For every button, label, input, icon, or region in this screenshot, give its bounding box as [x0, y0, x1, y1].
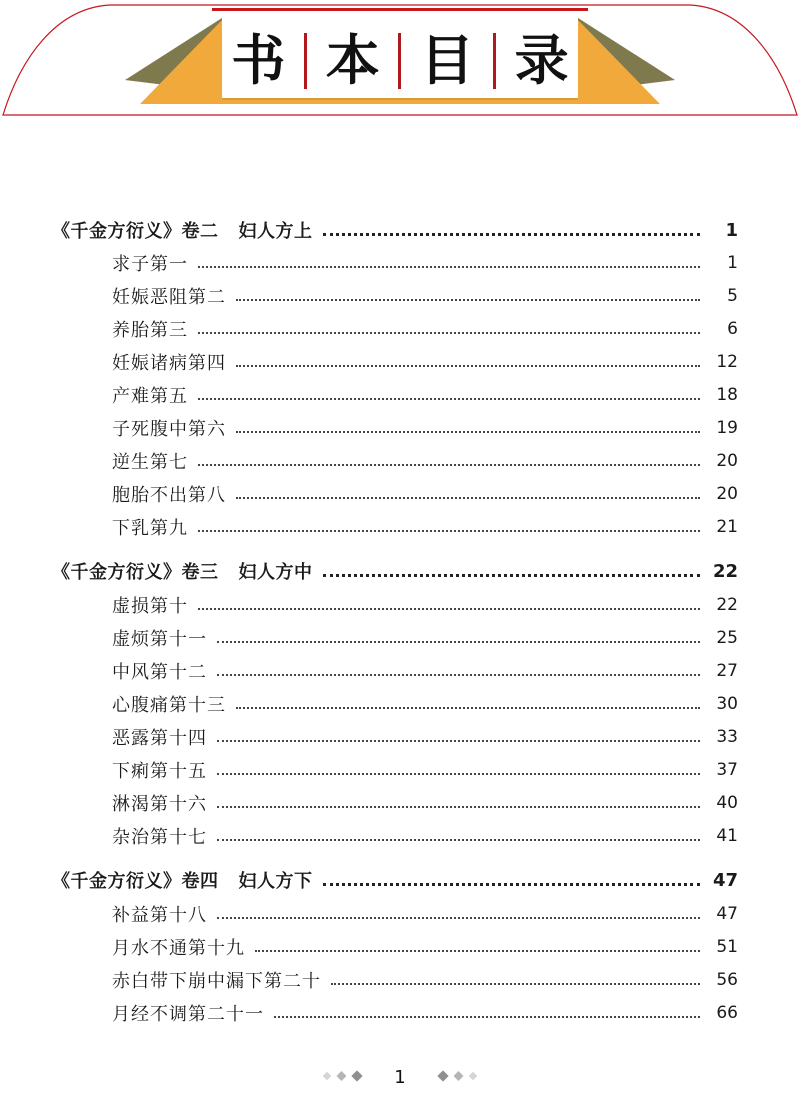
dot-leader: [217, 837, 700, 841]
page-number: 40: [716, 793, 738, 813]
dot-leader: [331, 981, 700, 985]
dot-leader: [198, 264, 700, 268]
toc-chapter-row[interactable]: [0, 380, 800, 410]
chapter-title: 下乳第九: [112, 518, 188, 539]
chapter-title: 产难第五: [112, 386, 188, 407]
dot-leader: [198, 330, 700, 334]
toc-chapter-row[interactable]: [0, 512, 800, 542]
page-number: 5: [727, 286, 738, 306]
chapter-title: 子死腹中第六: [112, 419, 226, 440]
toc-chapter-row[interactable]: [0, 965, 800, 995]
chapter-title: 月经不调第二十一: [112, 1004, 264, 1025]
dot-leader: [217, 915, 700, 919]
volume-subtitle: 妇人方下: [238, 871, 313, 892]
toc-chapter-row[interactable]: [0, 899, 800, 929]
page-number: 22: [712, 560, 738, 582]
dot-leader: [198, 462, 700, 466]
toc-chapter-row[interactable]: [0, 413, 800, 443]
chapter-title: 妊娠恶阻第二: [112, 287, 226, 308]
page-number: 20: [716, 451, 738, 471]
volume-subtitle: 妇人方上: [238, 221, 313, 242]
dot-leader: [217, 804, 700, 808]
volume-title: 《千金方衍义》卷四: [52, 871, 219, 892]
dot-leader: [217, 738, 700, 742]
page-number: 56: [716, 970, 738, 990]
dot-leader: [274, 1014, 700, 1018]
page-number: 51: [716, 937, 738, 957]
toc-chapter-row[interactable]: [0, 656, 800, 686]
page-number: 18: [716, 385, 738, 405]
toc-chapter-row[interactable]: [0, 446, 800, 476]
chapter-title: 虚损第十: [112, 596, 188, 617]
page-footer: [300, 1062, 500, 1092]
page-number: 47: [716, 904, 738, 924]
toc-chapter-row[interactable]: [0, 281, 800, 311]
chapter-title: 月水不通第十九: [112, 938, 245, 959]
page-number: 21: [716, 517, 738, 537]
toc-chapter-row[interactable]: [0, 689, 800, 719]
page-number: 47: [712, 869, 738, 891]
title-char: 本: [325, 29, 380, 92]
chapter-title: 虚烦第十一: [112, 629, 207, 650]
title-char: 目: [420, 29, 475, 92]
toc-volume-row[interactable]: [0, 865, 800, 895]
page-number: 22: [716, 595, 738, 615]
page-number: 41: [716, 826, 738, 846]
dot-leader: [255, 948, 700, 952]
chapter-title: 恶露第十四: [112, 728, 207, 749]
chapter-title: 杂治第十七: [112, 827, 207, 848]
page-number: 25: [716, 628, 738, 648]
title-char: 书: [231, 29, 286, 92]
dot-leader: [198, 528, 700, 532]
toc-chapter-row[interactable]: [0, 755, 800, 785]
page-number: 6: [727, 319, 738, 339]
toc-chapter-row[interactable]: [0, 314, 800, 344]
dot-leader: [323, 231, 701, 236]
dot-leader: [236, 495, 700, 499]
page-number: 12: [716, 352, 738, 372]
chapter-title: 赤白带下崩中漏下第二十: [112, 971, 321, 992]
diamond-ornament-left: [318, 1068, 368, 1087]
page-number: 19: [716, 418, 738, 438]
toc-chapter-row[interactable]: [0, 932, 800, 962]
chapter-title: 求子第一: [112, 254, 188, 275]
chapter-title: 补益第十八: [112, 905, 207, 926]
chapter-title: 心腹痛第十三: [112, 695, 226, 716]
toc-chapter-row[interactable]: [0, 623, 800, 653]
dot-leader: [236, 429, 700, 433]
toc-chapter-row[interactable]: [0, 788, 800, 818]
page-number: 1: [727, 253, 738, 273]
page-number: 27: [716, 661, 738, 681]
dot-leader: [236, 297, 700, 301]
chapter-title: 胞胎不出第八: [112, 485, 226, 506]
footer-page-number: 1: [394, 1066, 406, 1088]
toc-chapter-row[interactable]: [0, 347, 800, 377]
toc-chapter-row[interactable]: [0, 590, 800, 620]
dot-leader: [323, 881, 701, 886]
page-number: 66: [716, 1003, 738, 1023]
volume-subtitle: 妇人方中: [238, 562, 313, 583]
page-number: 37: [716, 760, 738, 780]
dot-leader: [236, 705, 700, 709]
toc-volume-row[interactable]: [0, 556, 800, 586]
chapter-title: 逆生第七: [112, 452, 188, 473]
page-number: 1: [725, 219, 738, 241]
chapter-title: 下痢第十五: [112, 761, 207, 782]
chapter-title: 淋渴第十六: [112, 794, 207, 815]
title-char: 录: [514, 29, 569, 92]
diamond-ornament-right: [432, 1068, 482, 1087]
toc-chapter-row[interactable]: [0, 479, 800, 509]
page-number: 33: [716, 727, 738, 747]
dot-leader: [198, 606, 700, 610]
page-number: 20: [716, 484, 738, 504]
volume-title: 《千金方衍义》卷二: [52, 221, 219, 242]
toc-chapter-row[interactable]: [0, 722, 800, 752]
dot-leader: [217, 771, 700, 775]
volume-title: 《千金方衍义》卷三: [52, 562, 219, 583]
dot-leader: [198, 396, 700, 400]
dot-leader: [217, 672, 700, 676]
dot-leader: [217, 639, 700, 643]
toc-chapter-row[interactable]: [0, 248, 800, 278]
chapter-title: 妊娠诸病第四: [112, 353, 226, 374]
chapter-title: 养胎第三: [112, 320, 188, 341]
dot-leader: [236, 363, 700, 367]
page-number: 30: [716, 694, 738, 714]
toc-chapter-row[interactable]: [0, 998, 800, 1028]
chapter-title: 中风第十二: [112, 662, 207, 683]
toc-volume-row[interactable]: [0, 215, 800, 245]
dot-leader: [323, 572, 701, 577]
toc-chapter-row[interactable]: [0, 821, 800, 851]
